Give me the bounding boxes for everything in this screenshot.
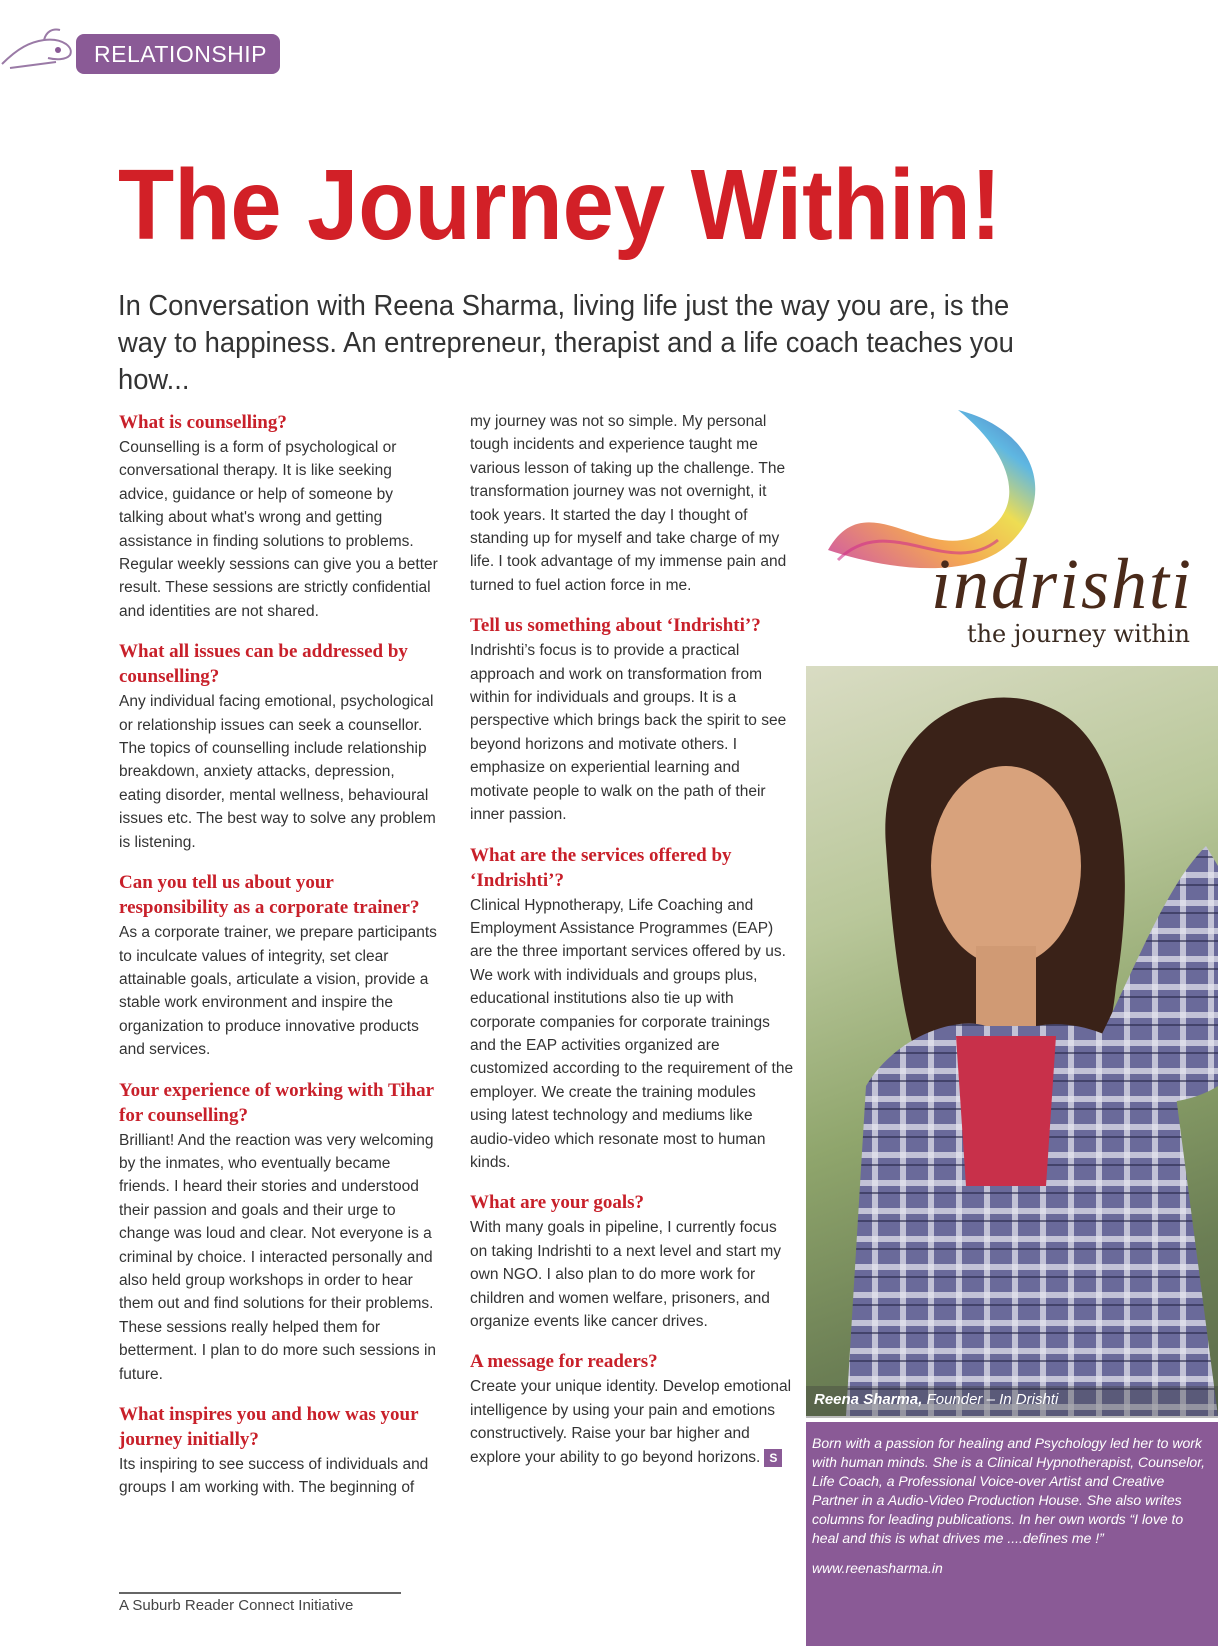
caption-name: Reena Sharma, xyxy=(814,1391,923,1408)
website-link[interactable]: www.reenasharma.in xyxy=(812,1560,943,1576)
question-heading: Tell us something about ‘Indrishti’? xyxy=(470,615,761,637)
caption-role: Founder – In Drishti xyxy=(926,1391,1059,1408)
answer-body: Create your unique identity. Develop emotional intelligence by using your pain and emotions constructively. Raise your bar higher and explore your ability to go beyond horizons. xyxy=(470,1378,792,1466)
question-heading: What are your goals? xyxy=(470,1192,644,1214)
section-tag xyxy=(0,18,280,76)
question-heading: Your experience of working with Tihar for counselling? xyxy=(119,1079,434,1126)
answer-text: Clinical Hypnotherapy, Life Coaching and Employment Assistance Programmes (EAP) are the three important services offered by us. We work with individuals and groups plus, educational institutions also tie up with corporate companies for corporate trainings and the EAP activities organized are customized according to the requirement of the employer. We create the training modules using latest technology and mediums like audio-video which resonate most to human kinds. xyxy=(470,896,794,1171)
question-heading: Can you tell us about your responsibility as a corporate trainer? xyxy=(119,872,420,919)
qa-block xyxy=(119,639,439,854)
photo-caption xyxy=(814,1391,1058,1408)
portrait-photo xyxy=(806,666,1218,1416)
question-heading: What are the services offered by ‘Indrishti’? xyxy=(470,844,732,891)
qa-block xyxy=(470,1190,795,1333)
answer-text: Its inspiring to see success of individuals and groups I am working with. The beginning of xyxy=(119,1456,429,1497)
subtitle: In Conversation with Reena Sharma, living life just the way you are, is the way to happiness. An entrepreneur, therapist and a life coach teaches you how... xyxy=(118,290,1014,396)
answer-text: With many goals in pipeline, I currently focus on taking Indrishti to a next level and start my own NGO. I also plan to do more work for children and women welfare, prisoners, and organize events like cancer drives. xyxy=(470,1219,782,1330)
question-heading: A message for readers? xyxy=(470,1351,658,1373)
page-title: The Journey Within! xyxy=(118,149,1002,261)
brand-name: indrishti xyxy=(930,544,1193,624)
column-2 xyxy=(470,410,795,1485)
qa-block xyxy=(470,1349,795,1469)
section-label: RELATIONSHIP xyxy=(76,34,280,74)
answer-text: Any individual facing emotional, psychological or relationship issues can seek a counsellor. The topics of counselling include relationship breakdown, anxiety attacks, depression, eating disorder, mental wellness, behavioural issues etc. The best way to solve any problem is listening. xyxy=(119,693,436,851)
qa-block xyxy=(119,410,439,623)
portrait-illustration xyxy=(806,666,1218,1416)
question-heading: What is counselling? xyxy=(119,412,287,433)
answer-text: Brilliant! And the reaction was very welcoming by the inmates, who eventually became friends. I heard their stories and understood their passion and goals and their urge to change was loud and clear. Not everyone is a criminal by choice. I interacted personally and also held group workshops in order to hear them out and find solutions for their problems. These sessions really helped them for betterment. I plan to do more such sessions in future. xyxy=(119,1131,437,1383)
brand-tagline: the journey within xyxy=(966,620,1190,648)
qa-block xyxy=(470,613,795,826)
footer-text: A Suburb Reader Connect Initiative xyxy=(119,1597,354,1614)
question-heading: What inspires you and how was your journey initially? xyxy=(119,1404,419,1450)
answer-text: Counselling is a form of psychological or conversational therapy. It is like seeking advice, guidance or help of someone by talking about what's wrong and getting assistance in finding solutions to problems. Regular weekly sessions can give you a better result. These sessions are strictly confidential and identities are not shared. xyxy=(119,439,438,620)
continued-text: my journey was not so simple. My personal tough incidents and experience taught me various lesson of taking up the challenge. The transformation journey was not overnight, it took years. It started the day I thought of standing up for myself and take charge of my life. I took advantage of my immense pain and turned to fuel action force in me. xyxy=(470,413,787,594)
answer-text: Indrishti’s focus is to provide a practical approach and work on transformation from within for individuals and groups. It is a perspective which brings back the spirit to see beyond horizons and motivate others. I emphasize on experiential learning and motivate people to walk on the path of their inner passion. xyxy=(470,642,787,824)
answer-text: As a corporate trainer, we prepare participants to inculcate values of integrity, set clear attainable goals, articulate a vision, provide a stable work environment and inspire the organization to produce innovative products and services. xyxy=(119,924,437,1059)
column-1 xyxy=(119,410,439,1516)
bio-text: Born with a passion for healing and Psychology led her to work with human minds. She is a Clinical Hypnotherapist, Counselor, Life Coach, a Professional Voice-over Artist and Creative Partner in a Audio-Video Production House. She also writes columns for leading publications. In her own words “I love to heal and this is what drives me ....defines me !” xyxy=(812,1435,1205,1546)
footer-divider xyxy=(119,1592,401,1594)
question-heading: What all issues can be addressed by counselling? xyxy=(119,641,408,688)
answer-text xyxy=(470,1375,795,1469)
qa-block xyxy=(119,870,439,1061)
qa-block xyxy=(119,1402,439,1500)
bio-box xyxy=(806,1422,1218,1646)
qa-block xyxy=(470,843,795,1175)
qa-block xyxy=(119,1078,439,1386)
end-mark-icon: S xyxy=(764,1449,782,1467)
